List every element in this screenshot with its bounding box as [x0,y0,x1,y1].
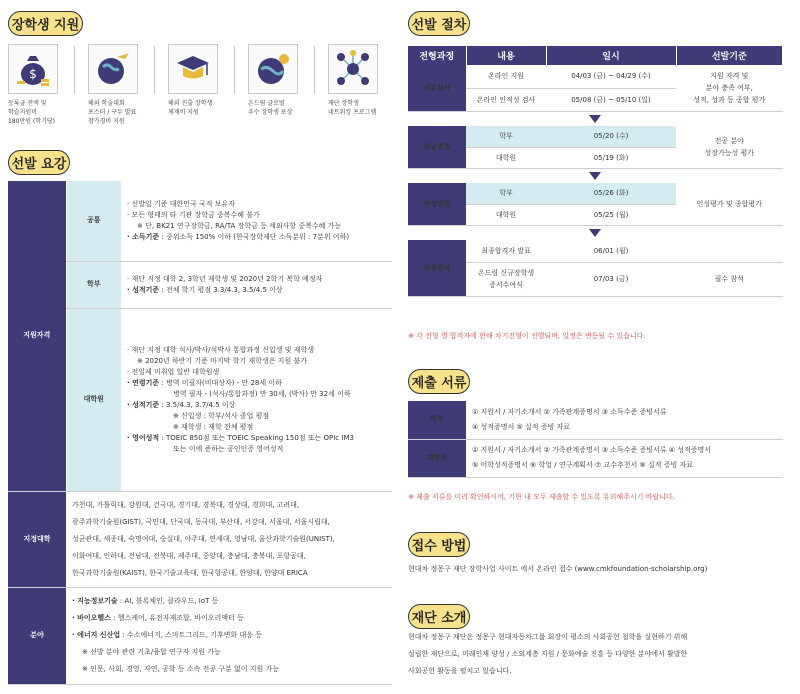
benefit-network [328,44,388,117]
stage-date: 06/01 (월) [546,240,676,262]
stage-criteria: 인성평가 및 종합평가 [676,183,783,225]
documents-note: ※ 제출 서류를 미리 확인하시어, 기한 내 모두 제출할 수 있도록 유의해주시기 바랍니다. [408,493,675,501]
graduation-cap-icon [168,44,218,94]
field-line: ※ 선발 분야 관련 기초/융합 연구자 지원 가능 [82,648,221,656]
undergrad-line: · 성적기준 : 전체 학기 평점 3.3/4.3, 3.5/4.5 이상 [127,285,283,294]
univ-label: 지정대학 [8,491,66,587]
stage-content: 대학원 [466,147,546,168]
benefit-caption: 재단 장학생 네트워킹 프로그램 [328,100,377,116]
common-line: · 소득기준 : 중위소득 150% 이하 (한국장학재단 소득분위 : 7분위 이하) [127,232,350,241]
procedure-title: 선발 절차 [408,11,470,36]
common-line: · 선발일 기준 대한민국 국적 보유자 [127,199,236,208]
stage-date: 05/20 (수) [546,126,676,147]
stage-major: 전공면접 [408,126,466,168]
arrow-down-icon [589,115,601,123]
univ-line: 성균관대, 세종대, 숙명여대, 숭실대, 아주대, 연세대, 영남대, 울산과학기술원(UNIST), [72,534,335,543]
documents-table [408,401,783,478]
documents-title: 제출 서류 [408,369,470,394]
grad-line: ※ 2020년 하반기 기준 마지막 학기 재학생은 지원 불가 [137,356,307,365]
stage-criteria [676,240,783,262]
proc-header: 전형과정 [408,46,466,65]
benefit-award [248,44,308,117]
stage-content: 온라인 인적성 검사 [466,88,546,111]
stage-criteria: 전공 분야 성장가능성 평가 [676,126,783,168]
benefit-icons [8,44,388,134]
procedure-note: ※ 각 전형 별 합격자에 한해 차기전형이 진행되며, 일정은 변동될 수 있습니다. [408,332,646,340]
network-icon [328,44,378,94]
stage-date: 05/26 (화) [546,183,676,204]
univ-line: 가천대, 가톨릭대, 강원대, 건국대, 경기대, 경북대, 경상대, 경희대, 고려대, [72,500,300,509]
stage-date: 05/19 (화) [546,147,676,168]
field-line: · 에너지 신산업 : 수소에너지, 스마트그리드, 기후변화 대응 등 [72,631,262,639]
univ-content [66,491,392,587]
arrow-down-icon [589,172,601,180]
grad-line: · 연령기준 : 병역 미필자(비대상자) - 만 28세 이하 [127,378,282,387]
grad-line: · 영어성적 : TOEIC 850점 또는 TOEIC Speaking 150점 또는 OPIc IM3 [127,433,354,442]
benefit-caption: 해외 진출 장학생 체재비 지원 [168,100,213,116]
doc-line: ④ 성적증명서 ⑤ 실적 증빙 자료 [472,422,571,431]
field-label: 분야 [8,587,66,684]
benefit-caption: 온드림 글로벌 우수 장학생 포상 [248,100,293,116]
common-line: ※ 단, BK21 연구장학금, RA/TA 장학금 등 세외사항 중복수혜 가능 [137,221,342,230]
svg-text:$: $ [29,67,37,81]
common-label: 공통 [66,181,121,261]
proc-header: 내용 [466,46,546,65]
grad-line: · 재단 지정 대학 석사/박사/석박사 통합과정 신입생 및 재학생 [127,345,315,354]
stage-content: 대학원 [466,204,546,225]
doc-content-grad [466,439,783,477]
stage-date: 05/08 (금) ~ 05/10 (일) [546,88,676,111]
stage-personality: 인성면접 [408,183,466,225]
arrow-down-icon [589,229,601,237]
stage-content: 온라인 지원 [466,65,546,88]
apply-text: 현대차 정몽구 재단 장학사업 사이트 에서 온라인 접수 (www.cmkfoundation-scholarship.org) [408,565,708,573]
univ-line: 한국과학기술원(KAIST), 한국기술교육대, 한국항공대, 한양대, 한양대 ERICA [72,568,308,577]
field-line: · 지능정보기술 : AI, 블록체인, 클라우드, IoT 등 [72,597,219,605]
stage-criteria: 지원 자격 및 분야 충족 여부, 성적, 성과 등 종합 평가 [676,65,783,111]
grad-line: · 성적기준 : 3.5/4.3, 3.7/4.5 이상 [127,400,236,409]
benefit-tuition [8,44,68,126]
proc-header: 일시 [546,46,676,65]
stage-content: 온드림 신규장학생 증서수여식 [466,262,546,296]
stage-criteria: 필수 참석 [676,262,783,296]
field-content [66,587,392,684]
about-title: 재단 소개 [408,604,470,629]
grad-line: 또는 이에 준하는 공인인증 영어성적 [173,444,284,453]
grad-line: ※ 재학생 : 재학 전체 평점 [173,422,254,431]
globe-plane-icon [88,44,138,94]
stage-date: 07/03 (금) [546,262,676,296]
scholarship-title: 장학생 지원 [8,11,83,36]
money-bag-icon [8,44,58,94]
doc-label-grad: 대학원 [408,439,466,477]
apply-title: 접수 방법 [408,532,470,557]
requirements-table [8,181,392,685]
field-line: ※ 인문, 사회, 경영, 자연, 공학 등 소속 전공 구분 없이 지원 가능 [82,665,279,673]
stage-date: 04/03 (금) ~ 04/29 (수) [546,65,676,88]
globe-award-icon [248,44,298,94]
about-line: 현대차 정몽구 재단은 정몽구 현대자동차그룹 회장이 평소의 사회공헌 철학을 실현하기 위해 [408,633,688,641]
stage-content: 학부 [466,183,546,204]
about-line: 설립한 재단으로, 미래인재 양성 / 소외계층 지원 / 문화예술 진흥 등 다양한 분야에서 활발한 [408,650,688,658]
undergrad-line: · 재단 지정 대학 2, 3학년 재학생 및 2020년 2학기 복학 예정자 [127,274,323,283]
procedure-table [408,46,783,297]
doc-line: ⑤ 어학성적증명서 ⑥ 학업 / 연구계획서 ⑦ 교수추천서 ⑧ 실적 증빙 자료 [472,461,693,469]
undergrad-label: 학부 [66,261,121,308]
stage-date: 05/25 (월) [546,204,676,225]
qualification-label: 지원자격 [8,181,66,491]
requirements-title: 선발 요강 [8,150,70,175]
benefit-caption: 등록금 전액 및 학습지원비 180만원 (학기당) [8,100,56,125]
doc-label-undergrad: 학부 [408,401,466,439]
univ-line: 이화여대, 인하대, 전남대, 전북대, 제주대, 중앙대, 충남대, 충북대, 포항공대, [72,551,306,560]
field-line: · 바이오헬스 : 헬스케어, 유전자재조합, 바이오리액터 등 [72,614,244,622]
grad-line: ※ 신입생 : 학부/석사 졸업 평점 [173,411,270,420]
stage-final: 최종결과 [408,240,466,296]
univ-line: 광주과학기술원(GIST), 국민대, 단국대, 동국대, 부산대, 서강대, 서울대, 서울시립대, [72,517,330,526]
grad-line: 병역 필자 - (석사/통합과정) 만 30세, (박사) 만 32세 이하 [173,389,351,398]
about-line: 사회공헌 활동을 펼치고 있습니다. [408,667,512,675]
grad-label: 대학원 [66,308,121,491]
benefit-caption: 해외 학술대회 포스터 / 구두 발표 참가경비 지원 [88,100,137,125]
about-text [408,629,788,680]
common-line: · 모든 형태의 타 기관 장학금 중복수혜 불가 [127,210,260,219]
benefit-conference [88,44,148,126]
doc-line: ① 지원서 / 자기소개서 ② 가족관계증명서 ③ 소득수준 증빙서류 ④ 성적증명서 [472,446,712,454]
doc-content-undergrad [466,401,783,439]
undergrad-content [121,261,392,308]
stage-content: 최종합격자 발표 [466,240,546,262]
doc-line: ① 지원서 / 자기소개서 ② 가족관계증명서 ③ 소득수준 증빙서류 [472,407,667,416]
proc-header: 선발기준 [676,46,783,65]
stage-document: 서류심사 [408,65,466,111]
grad-line: · 전일제 미취업 일반 대학원생 [127,367,220,376]
grad-content [121,308,392,491]
stage-content: 학부 [466,126,546,147]
benefit-stay [168,44,228,117]
common-content [121,181,392,261]
